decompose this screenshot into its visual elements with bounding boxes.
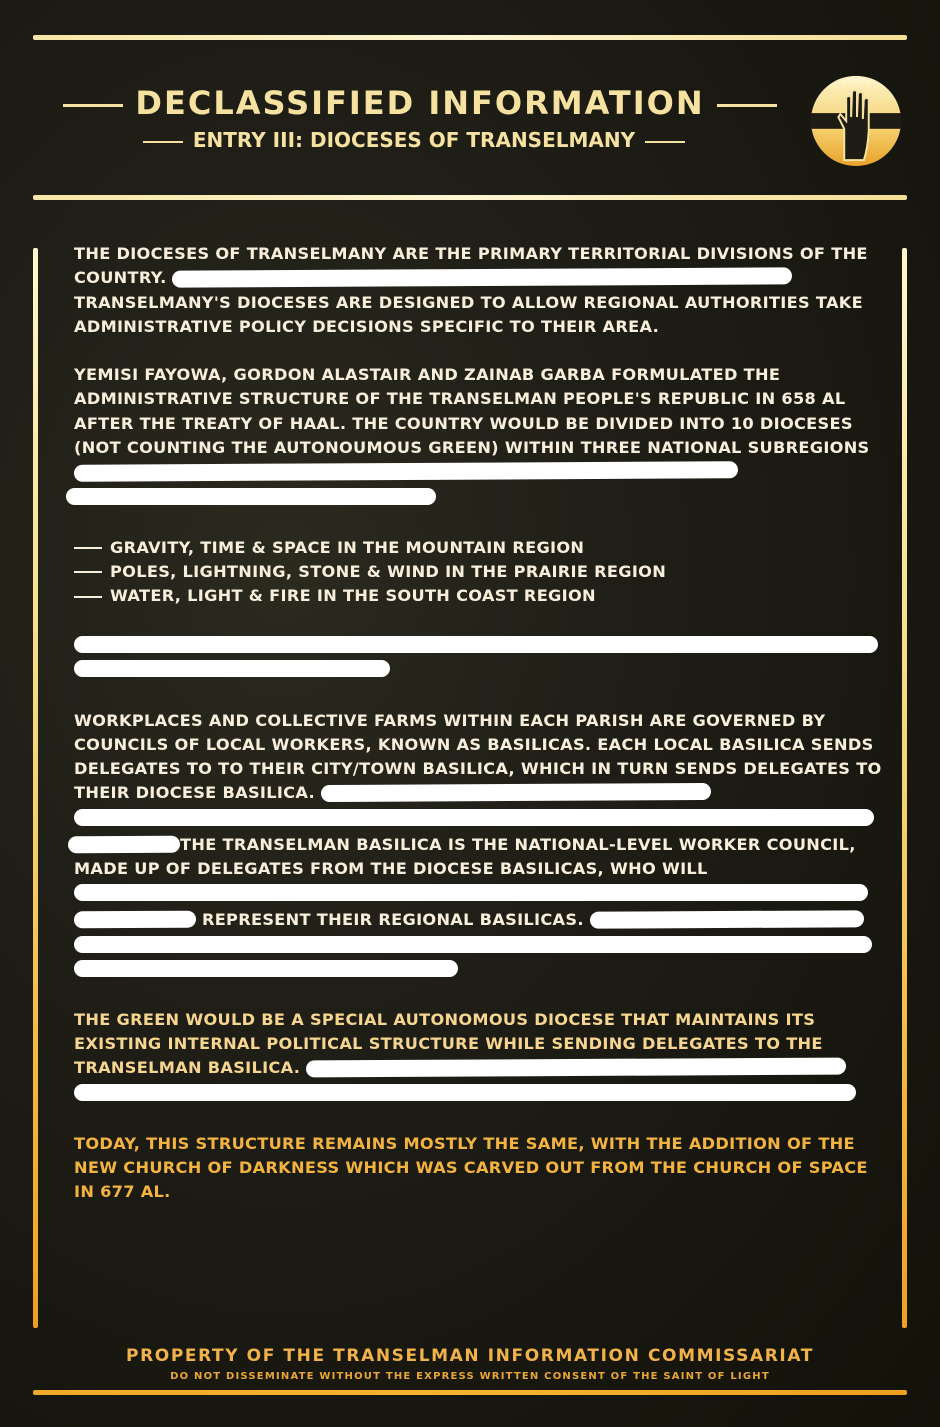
right-border	[902, 248, 907, 1328]
subtitle-right-dash	[645, 141, 685, 143]
redaction-bar	[74, 884, 868, 901]
redaction-bar	[74, 911, 196, 929]
redaction-bar	[74, 936, 872, 953]
redaction-bar	[172, 268, 792, 288]
paragraph-intro	[74, 242, 884, 339]
page-title: DECLASSIFIED INFORMATION	[135, 84, 705, 122]
paragraph-national-basilica	[74, 833, 884, 882]
redaction-bar	[74, 636, 878, 653]
green-text: THE GREEN WOULD BE A SPECIAL AUTONOMOUS DIOCESE THAT MAINTAINS ITS EXISTING INTERNAL POLITICAL STRUCTURE WHILE SENDING DELEGATES TO THE TRANSELMAN BASILICA.	[74, 1009, 823, 1078]
intro-text-2: TRANSELMANY'S DIOCESES ARE DESIGNED TO ALLOW REGIONAL AUTHORITIES TAKE ADMINISTRATIVE POLICY DECISIONS SPECIFIC TO THEIR AREA.	[74, 292, 863, 336]
redaction-bar	[74, 1084, 856, 1101]
paragraph-basilicas	[74, 709, 884, 806]
redaction-bar	[68, 835, 180, 853]
region-list	[74, 536, 884, 609]
redaction-bar	[66, 488, 436, 505]
list-dash	[74, 596, 102, 598]
redaction-bar	[590, 911, 864, 929]
header-divider	[33, 195, 907, 200]
paragraph-history	[74, 363, 884, 484]
redaction-bar	[74, 660, 390, 677]
subtitle-left-dash	[143, 141, 183, 143]
list-item	[74, 560, 884, 584]
redaction-bar	[74, 809, 874, 826]
list-dash	[74, 571, 102, 573]
header-subtitle	[40, 128, 788, 152]
list-item-text: GRAVITY, TIME & SPACE IN THE MOUNTAIN REGION	[110, 537, 585, 557]
title-left-dash	[63, 104, 123, 107]
entry-subtitle: ENTRY III: DIOCESES OF TRANSELMANY	[192, 128, 636, 152]
regional-text: REPRESENT THEIR REGIONAL BASILICAS.	[201, 910, 584, 930]
list-item-text: POLES, LIGHTNING, STONE & WIND IN THE PRAIRIE REGION	[110, 561, 667, 581]
document-body	[74, 242, 884, 1204]
bottom-divider	[33, 1390, 907, 1395]
paragraph-green	[74, 1008, 884, 1081]
basilica-text: WORKPLACES AND COLLECTIVE FARMS WITHIN EACH PARISH ARE GOVERNED BY COUNCILS OF LOCAL WORKERS, KNOWN AS BASILICAS. EACH LOCAL BASILICA SENDS DELEGATES TO TO THEIR CITY/TOWN BASILICA, WHICH IN TURN SENDS DELEGATES TO THEIR DIOCESE BASILICA.	[74, 710, 882, 803]
history-text: YEMISI FAYOWA, GORDON ALASTAIR AND ZAINAB GARBA FORMULATED THE ADMINISTRATIVE STRUCTURE OF THE TRANSELMAN PEOPLE'S REPUBLIC IN 658 AL AFTER THE TREATY OF HAAL. THE COUNTRY WOULD BE DIVIDED INTO 10 DIOCESES (NOT COUNTING THE AUTONOUMOUS GREEN) WITHIN THREE NATIONAL SUBREGIONS	[74, 365, 870, 458]
footer-title: PROPERTY OF THE TRANSELMAN INFORMATION COMMISSARIAT	[126, 1346, 814, 1366]
list-item	[74, 584, 884, 608]
national-basilica-text: THE TRANSELMAN BASILICA IS THE NATIONAL-LEVEL WORKER COUNCIL, MADE UP OF DELEGATES FROM THE DIOCESE BASILICAS, WHO WILL	[74, 834, 856, 879]
hand-emblem-icon	[807, 70, 905, 168]
redaction-bar	[321, 783, 711, 802]
header-title	[40, 84, 800, 122]
today-text: TODAY, THIS STRUCTURE REMAINS MOSTLY THE SAME, WITH THE ADDITION OF THE NEW CHURCH OF DARKNESS WHICH WAS CARVED OUT FROM THE CHURCH OF SPACE IN 677 AL.	[74, 1133, 868, 1202]
list-item	[74, 536, 884, 560]
redaction-bar	[74, 960, 458, 977]
redaction-bar	[306, 1058, 846, 1078]
list-item-text: WATER, LIGHT & FIRE IN THE SOUTH COAST REGION	[110, 586, 596, 606]
intro-text: THE DIOCESES OF TRANSELMANY ARE THE PRIMARY TERRITORIAL DIVISIONS OF THE COUNTRY.	[74, 244, 868, 288]
paragraph-today	[74, 1132, 884, 1205]
title-right-dash	[717, 104, 777, 107]
left-border	[33, 248, 38, 1328]
footer-disclaimer: DO NOT DISSEMINATE WITHOUT THE EXPRESS WRITTEN CONSENT OF THE SAINT OF LIGHT	[170, 1371, 770, 1382]
list-dash	[74, 547, 102, 549]
paragraph-regional	[74, 908, 884, 932]
redaction-bar	[74, 462, 738, 482]
top-divider	[33, 35, 907, 40]
